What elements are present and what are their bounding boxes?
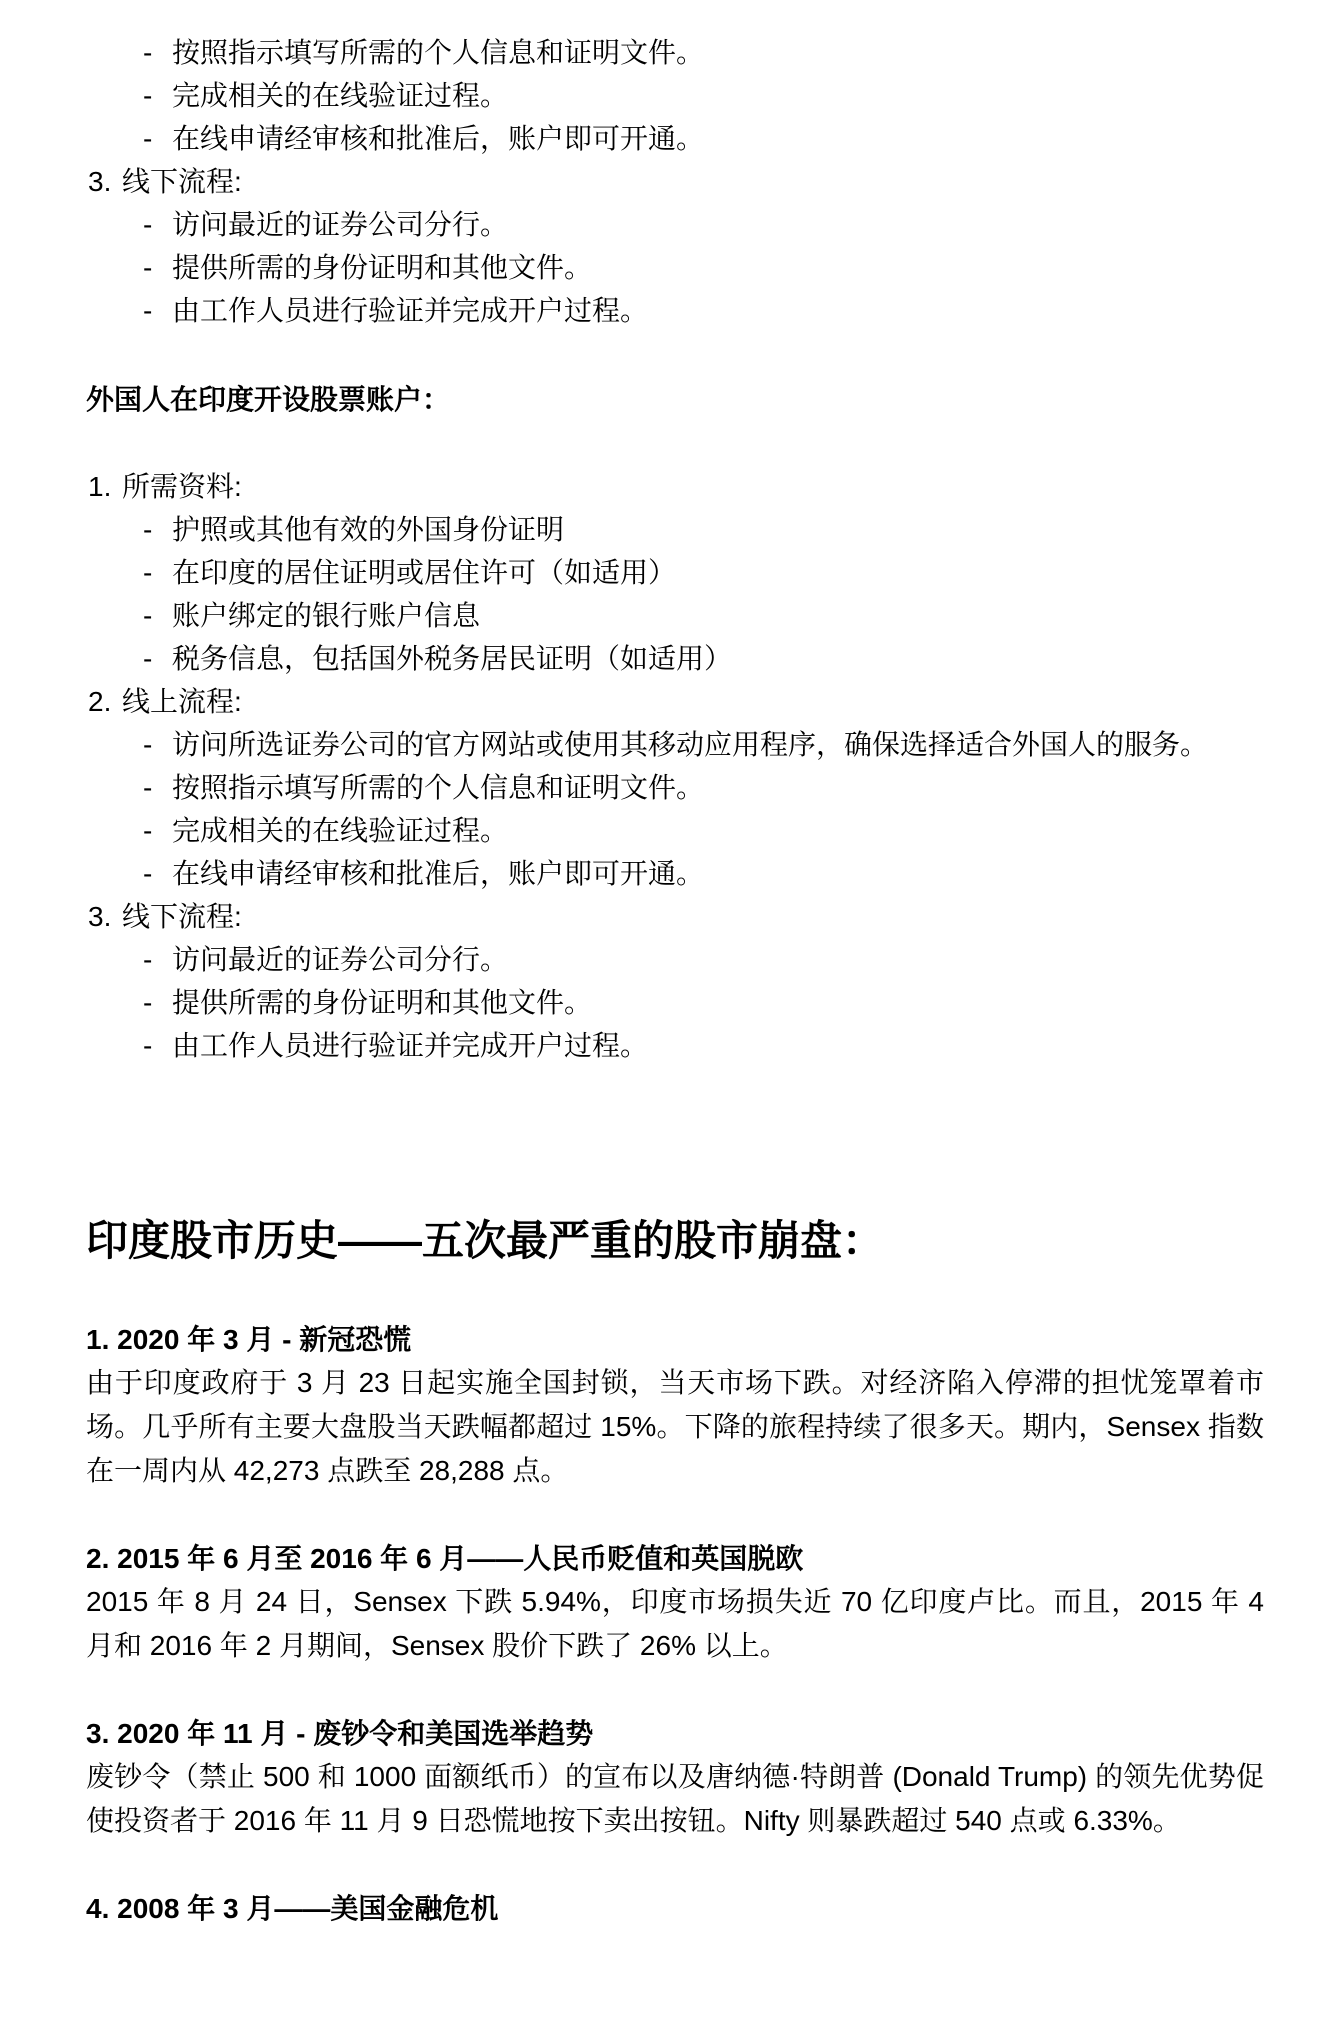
list-item [86,117,1264,160]
crash-heading: 2. 2015 年 6 月至 2016 年 6 月——人民币贬值和英国脱欧 [86,1543,804,1574]
crash-heading: 3. 2020 年 11 月 - 废钞令和美国选举趋势 [86,1718,594,1749]
list-item [86,852,1264,895]
dash-bullet: - [143,772,153,803]
list-item [86,551,1264,594]
list-item [86,31,1264,74]
list-item-text: 由工作人员进行验证并完成开户过程。 [172,1030,649,1061]
list-item [86,938,1264,981]
crash-heading: 4. 2008 年 3 月——美国金融危机 [86,1893,499,1924]
numbered-item-online-process [86,680,1264,723]
list-item-text: 在线申请经审核和批准后，账户即可开通。 [172,858,705,889]
list-item-text: 完成相关的在线验证过程。 [172,815,509,846]
numbered-item-offline-process [86,160,1264,203]
crash-body: 废钞令（禁止 500 和 1000 面额纸币）的宣布以及唐纳德·特朗普 (Donald Trump) 的领先优势促使投资者于 2016 年 11 月 9 日恐慌地按下卖出按钮。Nifty 则暴跌超过 540 点或 6.33%。 [86,1761,1264,1836]
crash-body: 由于印度政府于 3 月 23 日起实施全国封锁，当天市场下跌。对经济陷入停滞的担忧笼罩着市场。几乎所有主要大盘股当天跌幅都超过 15%。下降的旅程持续了很多天。期内，Sensex 指数在一周内从 42,273 点跌至 28,288 点。 [86,1367,1264,1486]
dash-bullet: - [143,600,153,631]
item-number: 3. [88,901,112,932]
list-item [86,74,1264,117]
list-item-text: 访问最近的证券公司分行。 [172,944,509,975]
dash-bullet: - [143,815,153,846]
list-item [86,981,1264,1024]
dash-bullet: - [143,557,153,588]
history-title: 印度股市历史——五次最严重的股市崩盘： [86,1217,885,1264]
list-item-text: 税务信息，包括国外税务居民证明（如适用） [172,643,733,674]
foreigners-list-section [86,465,1264,1067]
dash-bullet: - [143,643,153,674]
dash-bullet: - [143,858,153,889]
dash-bullet: - [143,944,153,975]
crash-section-yuan-brexit [86,1537,1264,1668]
dash-bullet: - [143,209,153,240]
list-item [86,508,1264,551]
crash-section-demonetisation [86,1712,1264,1843]
list-item-text: 按照指示填写所需的个人信息和证明文件。 [172,772,705,803]
crash-section-covid [86,1318,1264,1493]
item-number: 2. [88,686,112,717]
numbered-item-offline-process [86,895,1264,938]
list-item-text: 护照或其他有效的外国身份证明 [172,514,565,545]
dash-bullet: - [143,295,153,326]
list-item [86,594,1264,637]
intro-list-section [86,31,1264,332]
foreigners-account-heading: 外国人在印度开设股票账户： [86,384,451,415]
list-item-text: 提供所需的身份证明和其他文件。 [172,987,593,1018]
item-number: 1. [88,471,112,502]
list-item [86,246,1264,289]
list-item-text: 访问所选证券公司的官方网站或使用其移动应用程序，确保选择适合外国人的服务。 [172,729,1209,760]
list-item [86,809,1264,852]
crash-heading: 1. 2020 年 3 月 - 新冠恐慌 [86,1324,412,1355]
dash-bullet: - [143,80,153,111]
dash-bullet: - [143,987,153,1018]
dash-bullet: - [143,1030,153,1061]
dash-bullet: - [143,252,153,283]
list-item-text: 访问最近的证券公司分行。 [172,209,509,240]
item-label: 所需资料: [122,471,242,502]
list-item [86,1024,1264,1067]
crash-body: 2015 年 8 月 24 日，Sensex 下跌 5.94%，印度市场损失近 70 亿印度卢比。而且，2015 年 4 月和 2016 年 2 月期间，Sensex 股价下跌了 26% 以上。 [86,1586,1264,1661]
list-item [86,723,1264,766]
item-label: 线上流程: [122,686,242,717]
list-item-text: 完成相关的在线验证过程。 [172,80,509,111]
crash-section-us-financial-crisis [86,1887,1264,1930]
list-item-text: 在线申请经审核和批准后，账户即可开通。 [172,123,705,154]
list-item [86,637,1264,680]
item-label: 线下流程: [122,166,242,197]
list-item-text: 按照指示填写所需的个人信息和证明文件。 [172,37,705,68]
dash-bullet: - [143,37,153,68]
list-item [86,203,1264,246]
list-item [86,766,1264,809]
list-item-text: 在印度的居住证明或居住许可（如适用） [172,557,677,588]
item-number: 3. [88,166,112,197]
list-item [86,289,1264,332]
list-item-text: 提供所需的身份证明和其他文件。 [172,252,593,283]
dash-bullet: - [143,123,153,154]
dash-bullet: - [143,514,153,545]
numbered-item-required-documents [86,465,1264,508]
list-item-text: 账户绑定的银行账户信息 [172,600,481,631]
item-label: 线下流程: [122,901,242,932]
list-item-text: 由工作人员进行验证并完成开户过程。 [172,295,649,326]
dash-bullet: - [143,729,153,760]
